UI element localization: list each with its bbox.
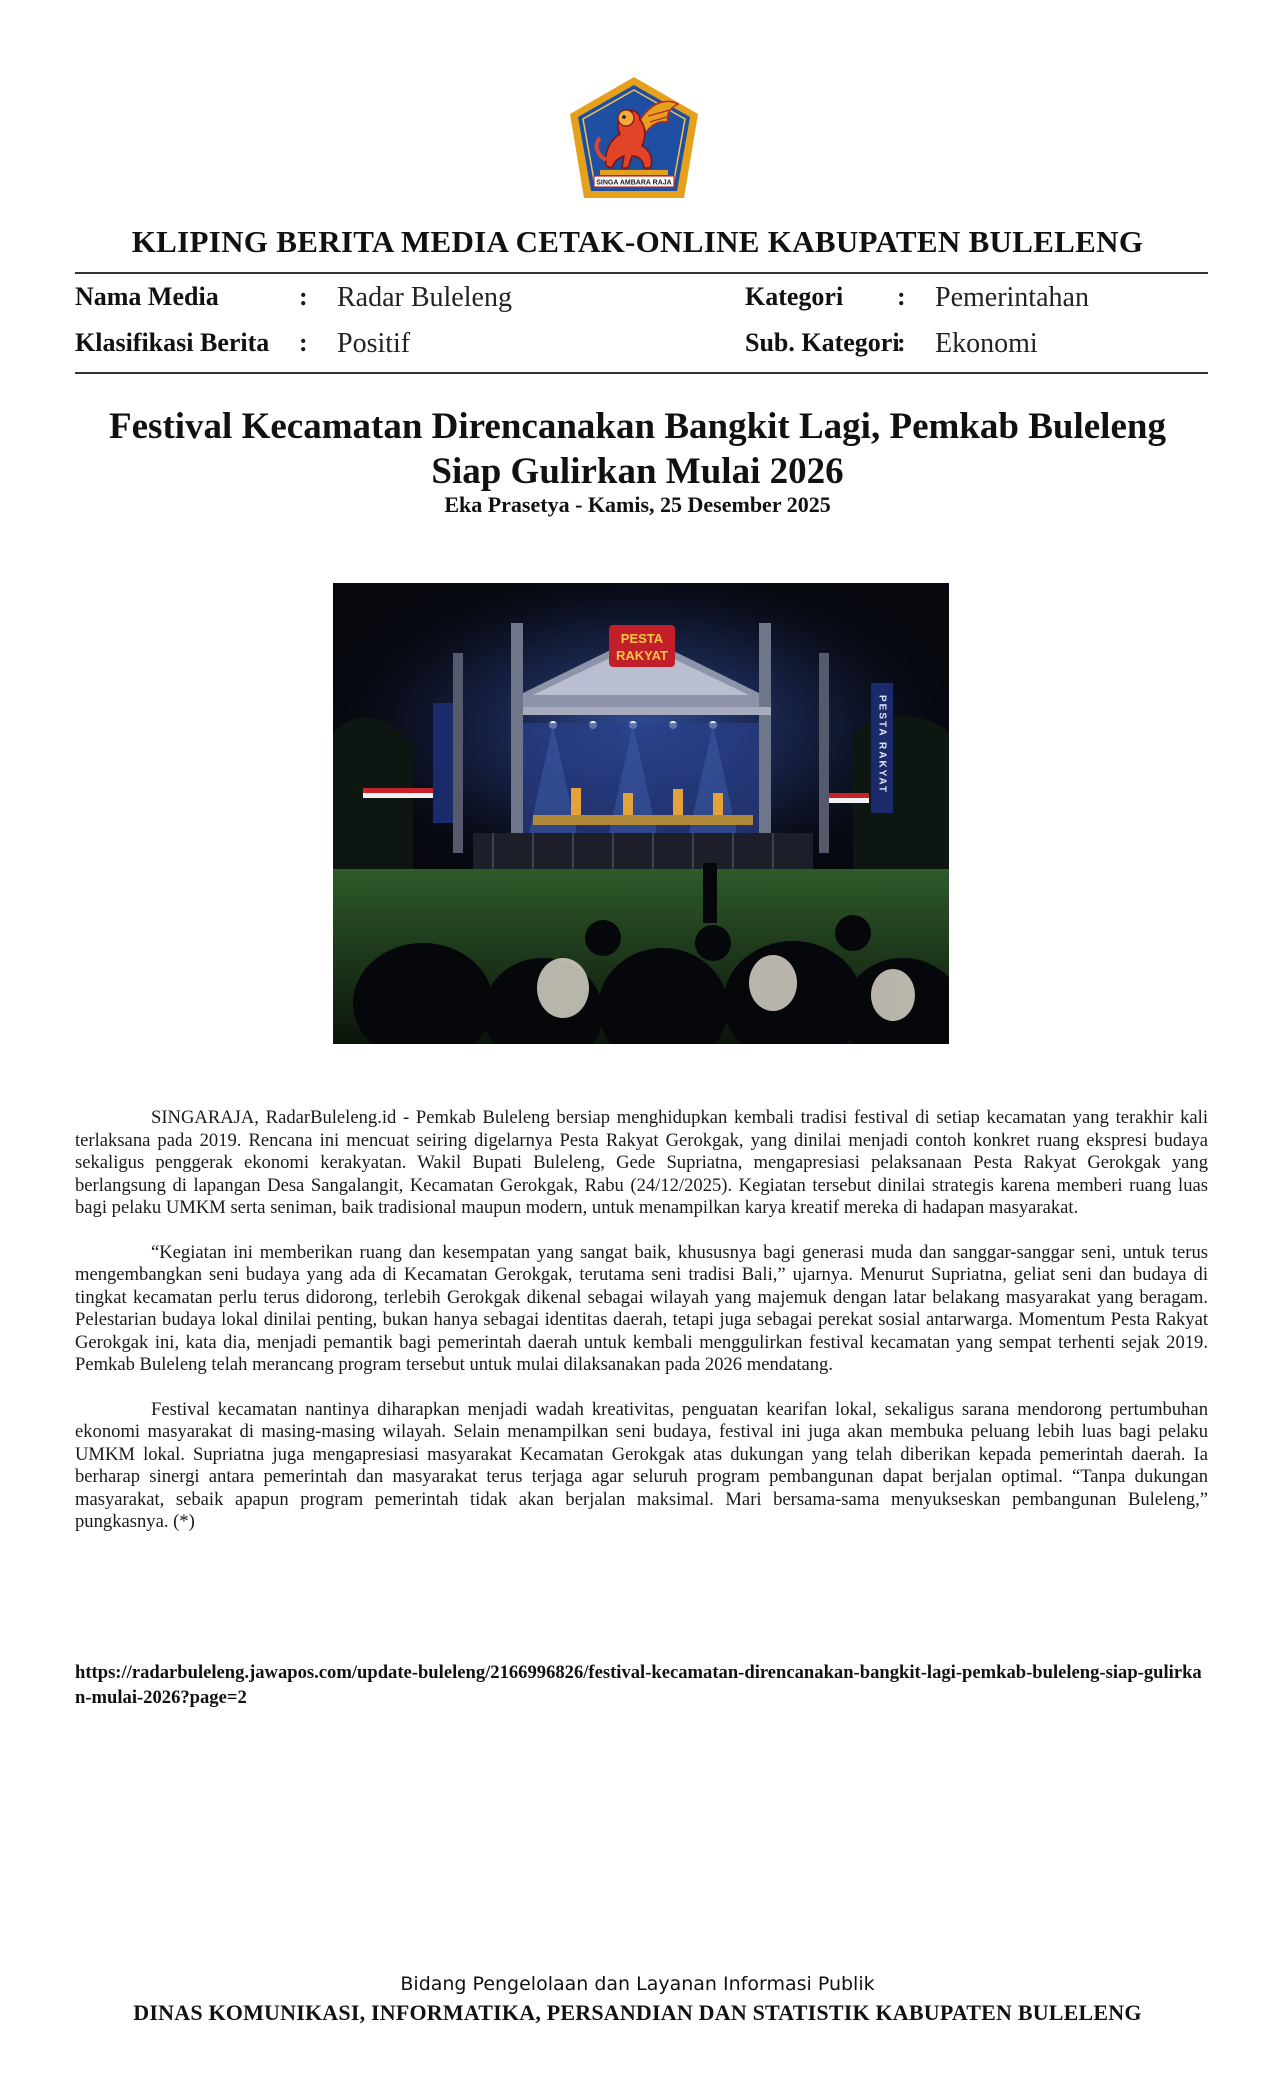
singa-ambara-raja-emblem-icon — [566, 74, 702, 202]
document-title: KLIPING BERITA MEDIA CETAK-ONLINE KABUPATEN BULELENG — [131, 224, 1144, 259]
side-banner-text: PESTA RAKYAT — [876, 695, 888, 795]
classification-value: Positif — [337, 328, 411, 359]
media-label: Nama Media — [75, 282, 219, 311]
media-value: Radar Buleleng — [337, 282, 512, 313]
subcategory-label: Sub. Kategori — [745, 328, 900, 357]
subcategory-value: Ekonomi — [935, 328, 1038, 359]
classification-colon: : — [299, 328, 308, 357]
meta-row-classification — [75, 328, 1208, 368]
article-paragraph: Festival kecamatan nantinya diharapkan menjadi wadah kreativitas, penguatan kearifan lokal, sekaligus sarana mendorong pertumbuhan ekonomi masyarakat di masing-masing wilayah. Selain menampilkan seni budaya, festival ini juga akan membuka peluang lebih luas bagi pelaku UMKM lokal. Supriatna juga mengapresiasi masyarakat Kecamatan Gerokgak atas dukungan yang telah diberikan kepada pemerintah daerah. Ia berharap sinergi antara pemerintah dan masyarakat terus terjaga agar seluruh program pembangunan dapat berjalan optimal. “Tanpa dukungan masyarakat, sebaik apapun program pemerintah tidak akan berjalan maksimal. Mari bersama-sama menyukseskan pembangunan Buleleng,” pungkasnya. (*) — [75, 1398, 1208, 1532]
subcategory-colon: : — [897, 328, 906, 357]
article-body — [75, 1107, 1208, 1556]
media-colon: : — [299, 282, 308, 311]
header-divider-bottom — [75, 372, 1208, 374]
category-label: Kategori — [745, 282, 844, 311]
footer-organization: DINAS KOMUNIKASI, INFORMATIKA, PERSANDIAN DAN STATISTIK KABUPATEN BULELENG — [133, 2000, 1142, 2025]
classification-label: Klasifikasi Berita — [75, 328, 270, 357]
stage-banner-line1: PESTA — [620, 631, 664, 646]
festival-stage-night-photo — [333, 583, 949, 1044]
article-byline: Eka Prasetya - Kamis, 25 Desember 2025 — [444, 492, 831, 517]
stage-banner-line2: RAKYAT — [615, 648, 669, 663]
article-paragraph: SINGARAJA, RadarBuleleng.id - Pemkab Buleleng bersiap menghidupkan kembali tradisi festival di setiap kecamatan yang terakhir kali terlaksana pada 2019. Rencana ini mencuat seiring digelarnya Pesta Rakyat Gerokgak, yang dinilai menjadi contoh konkret ruang ekspresi budaya sekaligus penggerak ekonomi kerakyatan. Wakil Bupati Buleleng, Gede Supriatna, mengapresiasi pelaksanaan Pesta Rakyat Gerokgak yang berlangsung di lapangan Desa Sangalangit, Kecamatan Gerokgak, Rabu (24/12/2025). Kegiatan tersebut dinilai strategis karena memberi ruang luas bagi pelaku UMKM serta seniman, baik tradisional maupun modern, untuk menampilkan karya kreatif mereka di hadapan masyarakat. — [75, 1107, 1208, 1218]
emblem-banner-text: SINGA AMBARA RAJA — [596, 179, 672, 187]
category-value: Pemerintahan — [935, 282, 1089, 313]
article-title: Festival Kecamatan Direncanakan Bangkit Lagi, Pemkab Buleleng Siap Gulirkan Mulai 2026 — [109, 406, 1166, 492]
article-paragraph: “Kegiatan ini memberikan ruang dan kesempatan yang sangat baik, khususnya bagi generasi muda dan sanggar-sanggar seni, untuk terus mengembangkan seni budaya yang ada di Kecamatan Gerokgak, terutama seni tradisi Bali,” ujarnya. Menurut Supriatna, geliat seni dan budaya di tingkat kecamatan perlu terus didorong, terlebih Gerokgak dikenal sebagai wilayah yang majemuk dengan latar belakang masyarakat yang beragam. Pelestarian budaya lokal dinilai penting, bukan hanya sebagai identitas daerah, tetapi juga sebagai perekat sosial antarwarga. Momentum Pesta Rakyat Gerokgak ini, kata dia, menjadi pemantik bagi pemerintah daerah untuk kembali menggulirkan festival kecamatan yang sempat terhenti sejak 2019. Pemkab Buleleng telah merancang program tersebut untuk mulai dilaksanakan pada 2026 mendatang. — [75, 1241, 1208, 1375]
meta-row-media — [75, 282, 1208, 322]
header-divider-top — [75, 272, 1208, 274]
footer-department: Bidang Pengelolaan dan Layanan Informasi Publik — [400, 1973, 875, 1995]
source-url-link[interactable]: https://radarbuleleng.jawapos.com/update-buleleng/2166996826/festival-kecamatan-direncanakan-bangkit-lagi-pemkab-buleleng-siap-gulirkan-mulai-2026?page=2 — [75, 1662, 1202, 1708]
category-colon: : — [897, 282, 906, 311]
